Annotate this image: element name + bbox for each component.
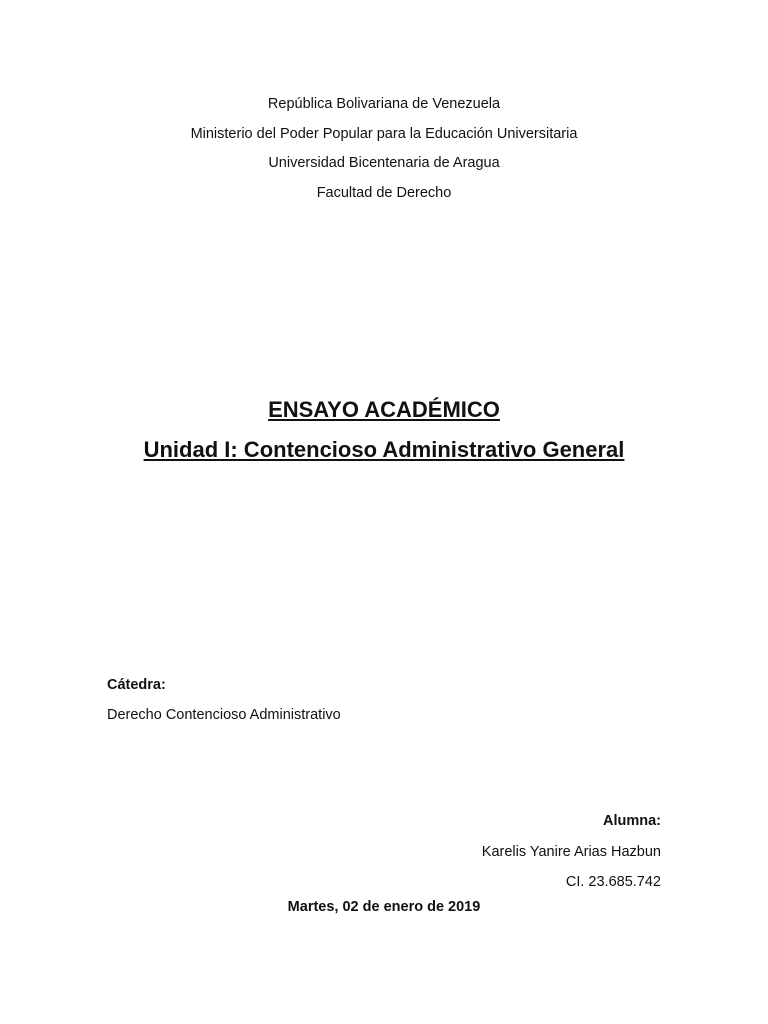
catedra-label: Cátedra: xyxy=(107,677,166,693)
header-line-republic: República Bolivariana de Venezuela xyxy=(267,96,501,112)
catedra-block xyxy=(107,670,341,730)
catedra-value: Derecho Contencioso Administrativo xyxy=(107,707,341,723)
document-title: ENSAYO ACADÉMICO xyxy=(268,397,500,422)
document-subtitle: Unidad I: Contencioso Administrativo General xyxy=(143,437,625,462)
alumna-name: Karelis Yanire Arias Hazbun xyxy=(481,843,661,860)
alumna-label: Alumna: xyxy=(603,813,661,829)
document-titles xyxy=(0,394,768,466)
alumna-block xyxy=(482,806,661,898)
header-line-university: Universidad Bicentenaria de Aragua xyxy=(268,155,500,171)
header-line-ministry: Ministerio del Poder Popular para la Educación Universitaria xyxy=(190,125,578,142)
alumna-id: CI. 23.685.742 xyxy=(565,874,661,890)
institution-header xyxy=(0,90,768,208)
document-date: Martes, 02 de enero de 2019 xyxy=(287,899,481,915)
header-line-faculty: Facultad de Derecho xyxy=(316,184,452,201)
